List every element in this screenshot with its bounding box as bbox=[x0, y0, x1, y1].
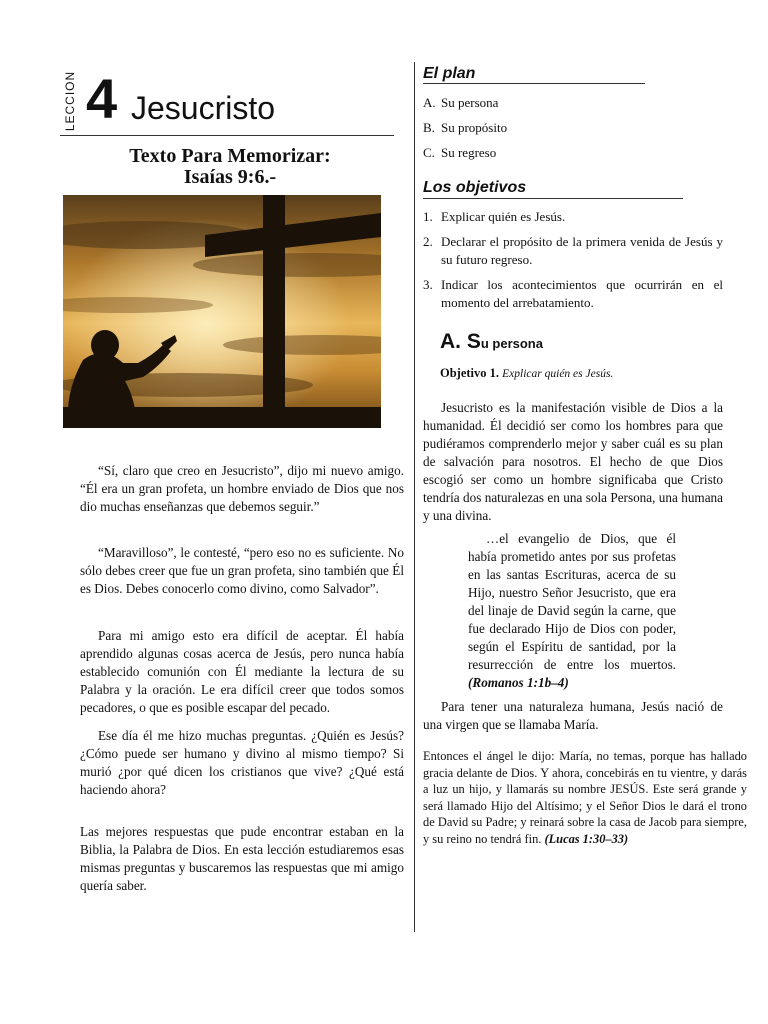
quote-lucas: Entonces el ángel le dijo: María, no temas, porque has hallado gracia delante de Dios. Y ahora, concebirás en tu vientre, y darás a luz un hijo, y llamarás su nombre JESÚS. Este será grande y será llamado Hijo del Altísimo; y el Señor Dios le dará el trono de David su Padre; y reinará sobre la casa de Jacob para siempre, y su reino no tendrá fin. (Lucas 1:30–33) bbox=[423, 749, 747, 846]
objective-1: Objetivo 1. Explicar quién es Jesús. bbox=[440, 366, 614, 380]
lesson-label: LECCION bbox=[63, 70, 77, 132]
lesson-title: Jesucristo bbox=[131, 90, 276, 126]
intro-paragraph-3: Para mi amigo esto era difícil de aceptar. Él había aprendido algunas cosas acerca de Jesús, pero nunca había establecido comunión con Él mediante la lectura de su Palabra y la oración. Le era difícil creer que todos somos pecadores, o que es posible escapar del pecado. bbox=[80, 628, 404, 715]
intro-paragraph-5: Las mejores respuestas que pude encontrar estaban en la Biblia, la Palabra de Dios. En esta lección estudiaremos esas mismas preguntas y buscaremos las respuestas que mi amigo quería saber. bbox=[80, 824, 404, 893]
section-a-heading: A. Su persona bbox=[440, 330, 543, 353]
objectives-list bbox=[423, 208, 723, 312]
objectives-heading: Los objetivos bbox=[423, 179, 527, 196]
quote-romanos: …el evangelio de Dios, que él había prometido antes por sus profetas en las santas Escrituras, acerca de su Hijo, nuestro Señor Jesucristo, que era del linaje de David según la carne, que fue declarado Hijo de Dios con poder, según el Espíritu de santidad, por la resurrección de entre los muertos. (Romanos 1:1b–4) bbox=[468, 531, 676, 690]
list-item: B. Su propósito bbox=[423, 120, 508, 135]
objectives-heading-rule bbox=[423, 198, 683, 199]
list-item: 2. Declarar el propósito de la primera venida de Jesús y su futuro regreso. bbox=[423, 234, 723, 267]
intro-paragraph-1: “Sí, claro que creo en Jesucristo”, dijo mi nuevo amigo. “Él era un gran profeta, un hombre enviado de Dios que nos dio muchas enseñanzas que debemos seguir.” bbox=[80, 463, 404, 514]
right-paragraph-2: Para tener una naturaleza humana, Jesús nació de una virgen que se llamaba María. bbox=[423, 699, 723, 732]
column-divider bbox=[414, 62, 415, 932]
intro-paragraph-4: Ese día él me hizo muchas preguntas. ¿Quién es Jesús? ¿Cómo puede ser humano y divino al mismo tiempo? Si murió ¿por qué dicen los cristianos que vive? ¿Qué está haciendo ahora? bbox=[80, 728, 404, 797]
list-item: 1. Explicar quién es Jesús. bbox=[423, 209, 566, 224]
right-paragraph-1: Jesucristo es la manifestación visible de Dios a la humanidad. Él decidió ser como los hombres para que pudiéramos comprenderlo mejor y saber cuál es su plan de salvación para nosotros. El hecho de que Dios escogió ser como un hombre significaba que Cristo tendría dos naturalezas en una sola Persona, una humana y una divina. bbox=[423, 400, 723, 523]
lesson-number: 4 bbox=[86, 67, 118, 130]
header-rule bbox=[60, 135, 394, 136]
list-item: 3. Indicar los acontecimientos que ocurrirán en el momento del arrebatamiento. bbox=[423, 277, 723, 310]
plan-heading: El plan bbox=[423, 65, 476, 82]
plan-heading-rule bbox=[423, 83, 645, 84]
list-item: C. Su regreso bbox=[423, 145, 497, 160]
plan-list bbox=[423, 94, 723, 169]
cross-sunset-image bbox=[63, 195, 381, 428]
intro-paragraph-2: “Maravilloso”, le contesté, “pero eso no es suficiente. No sólo debes creer que fue un gran profeta, sino también que Él es Dios. Debes conocerlo como divino, como Salvador”. bbox=[80, 545, 404, 596]
list-item: A. Su persona bbox=[423, 95, 499, 110]
memorize-heading: Texto Para Memorizar: Isaías 9:6.- bbox=[129, 145, 331, 188]
